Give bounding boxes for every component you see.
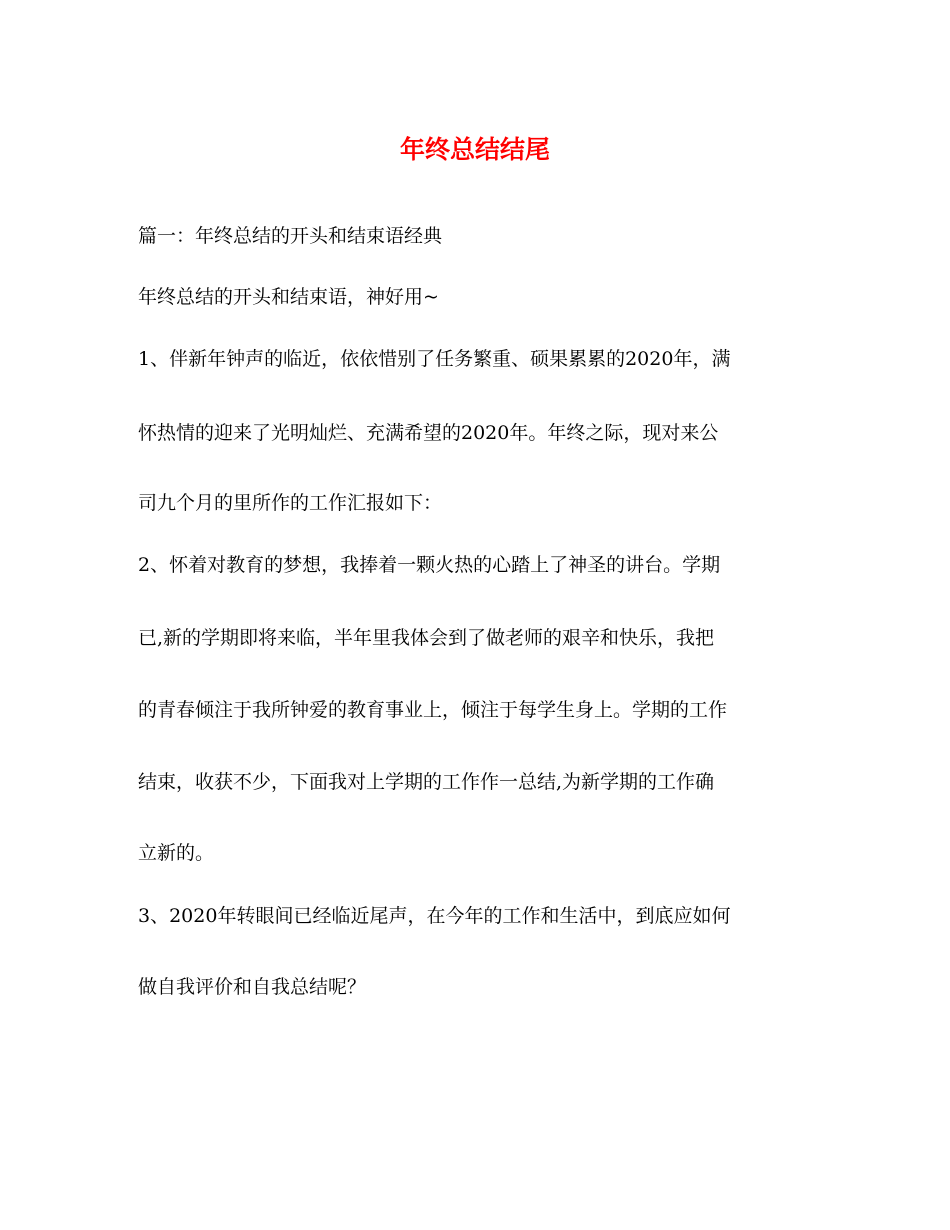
paragraph-line: 3、2020年转眼间已经临近尾声，在今年的工作和生活中，到底应如何: [138, 905, 731, 927]
paragraph-line: 做自我评价和自我总结呢？: [138, 976, 367, 998]
paragraph-line: 已,新的学期即将来临，半年里我体会到了做老师的艰辛和快乐，我把: [138, 627, 715, 649]
intro-line: 年终总结的开头和结束语，神好用~: [138, 286, 439, 308]
paragraph-line: 2、怀着对教育的梦想，我捧着一颗火热的心踏上了神圣的讲台。学期: [138, 554, 721, 576]
paragraph-line: 司九个月的里所作的工作汇报如下：: [138, 492, 443, 514]
paragraph-line: 的青春倾注于我所钟爱的教育事业上，倾注于每学生身上。学期的工作: [138, 699, 728, 721]
paragraph-line: 1、伴新年钟声的临近，依依惜别了任务繁重、硕果累累的2020年，满: [138, 348, 731, 370]
paragraph-line: 立新的。: [138, 842, 215, 864]
document-title: 年终总结结尾: [399, 135, 550, 164]
paragraph-line: 结束，收获不少，下面我对上学期的工作作一总结,为新学期的工作确: [138, 771, 715, 793]
section-heading: 篇一：年终总结的开头和结束语经典: [138, 225, 443, 247]
paragraph-line: 怀热情的迎来了光明灿烂、充满希望的2020年。年终之际，现对来公: [138, 422, 719, 444]
